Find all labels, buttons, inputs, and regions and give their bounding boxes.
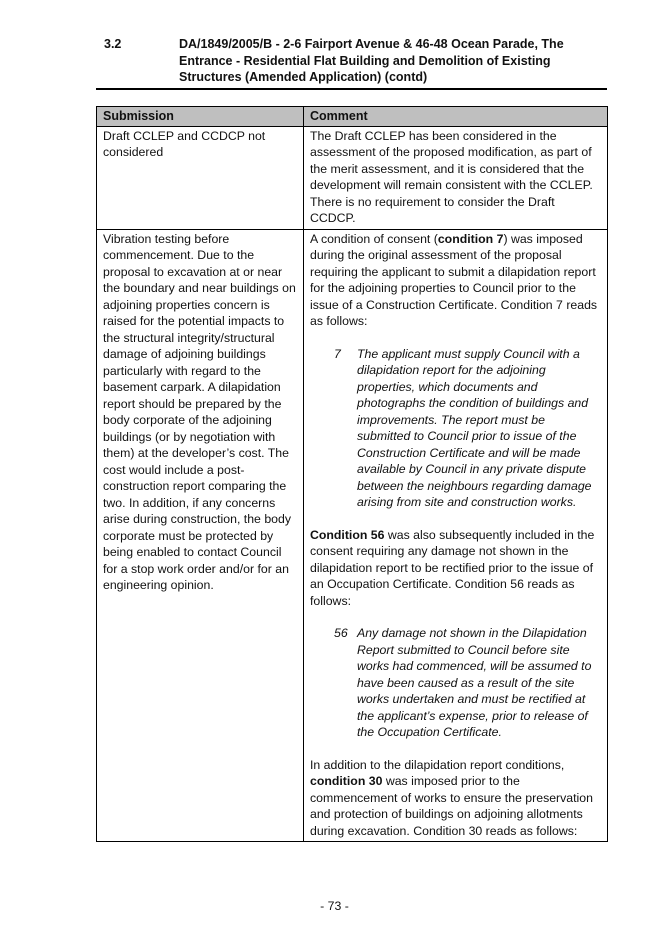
condition-text: The applicant must supply Council with a dilapidation report for the adjoining properties, which documents and photographs the condition of buildings and improvements. The report must be submitted to Council prior to issue of the Construction Certificate and will be made available by Council in any private dispute between the neighbours regarding damage arising from site and construction works. — [357, 346, 592, 509]
page-number: - 73 - — [320, 899, 349, 913]
condition-reference: Condition 56 — [310, 527, 385, 542]
comment-paragraph: A condition of consent (condition 7) was imposed during the original assessment of the proposal requiring the applicant to submit a dilapidation report for the adjoining properties to Council prior to the issue of a Construction Certificate. Condition 7 reads as follows: — [310, 231, 598, 328]
comment-paragraph: Condition 56 was also subsequently included in the consent requiring any damage not shown in the dilapidation report to be rectified prior to the issue of an Occupation Certificate. Condition 56 reads as follows: — [310, 527, 595, 608]
condition-text: Any damage not shown in the Dilapidation Report submitted to Council before site works had commenced, will be assumed to have been caused as a result of the site works undertaken and must be rectified at the applicant’s expense, prior to release of the Occupation Certificate. — [357, 626, 592, 739]
submission-cell: Draft CCLEP and CCDCP not considered — [97, 126, 304, 229]
item-number: 3.2 — [104, 37, 122, 51]
comment-cell — [304, 229, 608, 842]
submissions-table — [96, 106, 608, 842]
comment-paragraph: In addition to the dilapidation report conditions, condition 30 was imposed prior to the commencement of works to ensure the preservation and protection of buildings on adjoining allotments during excavation. Condition 30 reads as follows: — [310, 757, 593, 838]
condition-number: 7 — [334, 346, 341, 361]
comment-column-header: Comment — [304, 107, 608, 127]
section-title: DA/1849/2005/B - 2-6 Fairport Avenue & 46-48 Ocean Parade, The Entrance - Residential Flat Building and Demolition of Existing Structures (Amended Application) (contd) — [179, 37, 564, 84]
condition-reference: condition 7 — [437, 231, 504, 246]
section-header — [104, 36, 614, 86]
condition-56-quote — [310, 625, 601, 741]
header-rule — [96, 88, 607, 90]
table-row — [97, 126, 608, 229]
condition-7-quote — [310, 346, 601, 511]
table-header-row — [97, 107, 608, 127]
condition-number: 56 — [334, 626, 348, 640]
comment-cell: The Draft CCLEP has been considered in the assessment of the proposed modification, as part of the merit assessment, and it is considered that the development will remain consistent with the CCLEP. There is no requirement to consider the Draft CCDCP. — [304, 126, 608, 229]
submission-column-header: Submission — [97, 107, 304, 127]
table-row — [97, 229, 608, 842]
submission-cell: Vibration testing before commencement. Due to the proposal to excavation at or near the boundary and near buildings on adjoining properties concern is raised for the potential impacts to the structural integrity/structural damage of adjoining buildings particularly with regard to the basement carpark. A dilapidation report should be prepared by the body corporate of the adjoining buildings (or by negotiation with them) at the developer’s cost. The cost would include a post-construction report comparing the two. In addition, if any concerns arise during construction, the body corporate must be protected by being enabled to contact Council for a stop work order and/or for an engineering opinion. — [97, 229, 304, 842]
condition-reference: condition 30 — [310, 774, 383, 788]
